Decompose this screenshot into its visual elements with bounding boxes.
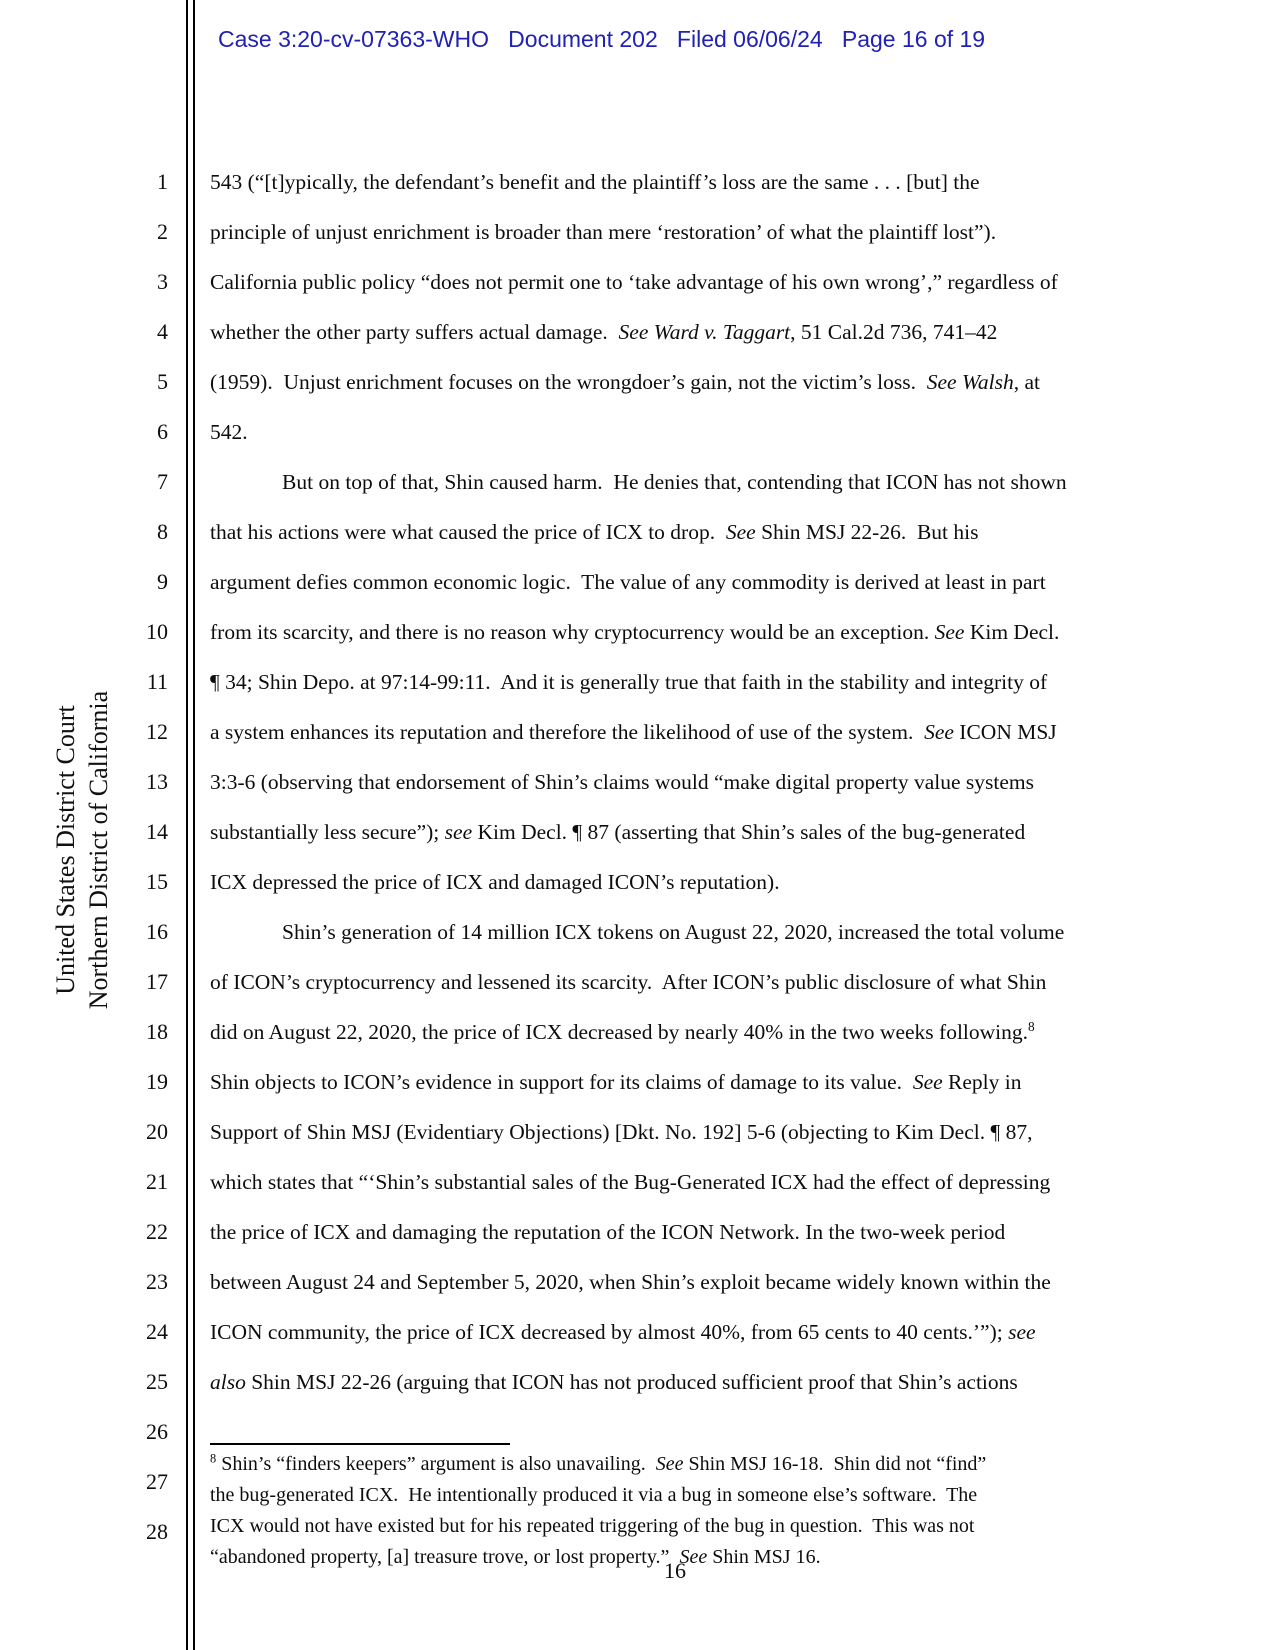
case-header-stamp: Case 3:20-cv-07363-WHO Document 202 Filed 06/06/24 Page 16 of 19 bbox=[218, 26, 986, 52]
text-segment: that his actions were what caused the price of ICX to drop. bbox=[210, 520, 726, 544]
text-segment: Reply in bbox=[942, 1070, 1022, 1094]
body-line bbox=[210, 157, 980, 207]
text-segment: from its scarcity, and there is no reason why cryptocurrency would be an exception. bbox=[210, 620, 935, 644]
text-segment: which states that “‘Shin’s substantial sales of the Bug-Generated ICX had the effect of depressing bbox=[210, 1170, 1051, 1194]
text-segment: ICON community, the price of ICX decreased by almost 40%, from 65 cents to 40 cents.’”); bbox=[210, 1320, 1009, 1344]
body-line bbox=[210, 657, 1047, 707]
text-segment: Support of Shin MSJ (Evidentiary Objections) [Dkt. No. 192] 5-6 (objecting to Kim Decl. ¶ 87, bbox=[210, 1120, 1033, 1144]
body-line bbox=[210, 907, 1064, 957]
body-line bbox=[210, 257, 1058, 307]
body-line bbox=[210, 207, 996, 257]
line-number: 20 bbox=[146, 1119, 168, 1144]
text-segment: ICX would not have existed but for his repeated triggering of the bug in question. This was not bbox=[210, 1515, 975, 1537]
text-segment: 3:3-6 (observing that endorsement of Shin’s claims would “make digital property value systems bbox=[210, 770, 1035, 794]
text-segment: Kim Decl. bbox=[964, 620, 1060, 644]
line-number: 11 bbox=[146, 669, 168, 694]
body-line bbox=[210, 857, 780, 907]
line-number: 13 bbox=[146, 769, 168, 794]
line-number: 19 bbox=[146, 1069, 168, 1094]
body-line bbox=[210, 1157, 1050, 1207]
line-number: 7 bbox=[157, 469, 168, 494]
body-line bbox=[210, 1257, 1051, 1307]
line-number: 4 bbox=[157, 319, 168, 344]
margin-rule-outer bbox=[186, 0, 188, 1650]
footnote-line bbox=[210, 1480, 977, 1511]
body-line bbox=[210, 557, 1046, 607]
text-segment: See bbox=[924, 720, 954, 744]
court-name-line1: United States District Court bbox=[51, 705, 80, 995]
body-line bbox=[210, 307, 997, 357]
text-segment: Shin’s “finders keepers” argument is also unavailing. bbox=[216, 1453, 656, 1475]
line-number: 21 bbox=[146, 1169, 168, 1194]
text-segment: Shin MSJ 22-26 (arguing that ICON has not produced sufficient proof that Shin’s actions bbox=[245, 1370, 1018, 1394]
line-number: 9 bbox=[157, 569, 168, 594]
court-name-line2: Northern District of California bbox=[84, 690, 113, 1010]
line-number: 26 bbox=[146, 1419, 168, 1444]
body-line bbox=[210, 1357, 1018, 1407]
text-segment: see bbox=[1008, 1320, 1036, 1344]
text-segment: See Walsh bbox=[926, 370, 1014, 394]
text-segment: ICON MSJ bbox=[953, 720, 1057, 744]
body-line bbox=[210, 1057, 1022, 1107]
line-number: 3 bbox=[157, 269, 168, 294]
line-number: 12 bbox=[146, 719, 168, 744]
text-segment: See bbox=[725, 520, 756, 544]
line-number: 5 bbox=[157, 369, 168, 394]
body-line bbox=[210, 1007, 1035, 1057]
text-segment: Shin MSJ 22-26. But his bbox=[755, 520, 979, 544]
text-segment: argument defies common economic logic. The value of any commodity is derived at least in part bbox=[210, 570, 1046, 594]
text-segment: See bbox=[679, 1546, 708, 1568]
text-segment: See bbox=[655, 1453, 684, 1475]
text-segment: But on top of that, Shin caused harm. He denies that, contending that ICON has not shown bbox=[282, 470, 1067, 494]
page-number: 16 bbox=[664, 1558, 686, 1583]
body-line bbox=[210, 757, 1034, 807]
text-segment: Shin’s generation of 14 million ICX tokens on August 22, 2020, increased the total volume bbox=[282, 920, 1065, 944]
line-number: 24 bbox=[146, 1319, 168, 1344]
text-segment: of ICON’s cryptocurrency and lessened its scarcity. After ICON’s public disclosure of what Shin bbox=[210, 970, 1047, 994]
body-line bbox=[210, 507, 979, 557]
text-segment: See bbox=[912, 1070, 943, 1094]
line-number: 10 bbox=[146, 619, 168, 644]
text-segment: See bbox=[934, 620, 965, 644]
text-segment: (1959). Unjust enrichment focuses on the wrongdoer’s gain, not the victim’s loss. bbox=[210, 370, 927, 394]
body-line bbox=[210, 957, 1046, 1007]
text-segment: California public policy “does not permit one to ‘take advantage of his own wrong’,” regardless of bbox=[210, 270, 1058, 294]
text-segment: 8 bbox=[210, 1451, 217, 1466]
line-number: 16 bbox=[146, 919, 168, 944]
text-segment: 542. bbox=[210, 420, 248, 444]
body-line bbox=[210, 407, 248, 457]
text-segment: did on August 22, 2020, the price of ICX decreased by nearly 40% in the two weeks following. bbox=[210, 1020, 1029, 1044]
body-line bbox=[210, 807, 1025, 857]
text-segment: “abandoned property, [a] treasure trove, or lost property.” bbox=[210, 1546, 680, 1568]
body-line bbox=[210, 457, 1067, 507]
body-line bbox=[210, 357, 1040, 407]
line-number: 1 bbox=[157, 169, 168, 194]
text-segment: Shin MSJ 16-18. Shin did not “find” bbox=[683, 1453, 987, 1475]
court-name-vertical bbox=[49, 640, 115, 1060]
body-line bbox=[210, 1207, 1005, 1257]
line-number: 25 bbox=[146, 1369, 168, 1394]
text-segment: a system enhances its reputation and therefore the likelihood of use of the system. bbox=[210, 720, 925, 744]
text-segment: , 51 Cal.2d 736, 741–42 bbox=[790, 320, 998, 344]
footnote-line bbox=[210, 1449, 986, 1480]
text-segment: ¶ 34; Shin Depo. at 97:14-99:11. And it is generally true that faith in the stability and integrity of bbox=[210, 670, 1048, 694]
line-number: 18 bbox=[146, 1019, 168, 1044]
line-number: 27 bbox=[146, 1469, 168, 1494]
text-segment: substantially less secure”); bbox=[210, 820, 445, 844]
line-number: 15 bbox=[146, 869, 168, 894]
footnote-separator bbox=[210, 1443, 510, 1445]
line-number: 2 bbox=[157, 219, 168, 244]
text-segment: principle of unjust enrichment is broader than mere ‘restoration’ of what the plaintiff lost”). bbox=[210, 220, 997, 244]
line-number: 8 bbox=[157, 519, 168, 544]
line-number: 23 bbox=[146, 1269, 168, 1294]
text-segment: See Ward v. Taggart bbox=[618, 320, 791, 344]
text-segment: 543 (“[t]ypically, the defendant’s benefit and the plaintiff’s loss are the same . . . [but] the bbox=[210, 170, 980, 194]
body-line bbox=[210, 1307, 1036, 1357]
text-segment: , at bbox=[1013, 370, 1041, 394]
text-segment: between August 24 and September 5, 2020, when Shin’s exploit became widely known within the bbox=[210, 1270, 1051, 1294]
line-number: 28 bbox=[146, 1519, 168, 1544]
line-number: 22 bbox=[146, 1219, 168, 1244]
body-line bbox=[210, 607, 1059, 657]
text-segment: whether the other party suffers actual damage. bbox=[210, 320, 619, 344]
text-segment: Kim Decl. ¶ 87 (asserting that Shin’s sales of the bug-generated bbox=[472, 820, 1026, 844]
text-segment: Shin MSJ 16. bbox=[707, 1546, 821, 1568]
text-segment: see bbox=[444, 820, 473, 844]
text-segment: also bbox=[210, 1370, 246, 1394]
text-segment: the bug-generated ICX. He intentionally produced it via a bug in someone else’s software. The bbox=[210, 1484, 978, 1506]
text-segment: Shin objects to ICON’s evidence in support for its claims of damage to its value. bbox=[210, 1070, 913, 1094]
text-segment: 8 bbox=[1028, 1018, 1035, 1034]
body-line bbox=[210, 707, 1057, 757]
text-segment: ICX depressed the price of ICX and damaged ICON’s reputation). bbox=[210, 870, 780, 894]
line-number: 6 bbox=[157, 419, 168, 444]
footnote-line bbox=[210, 1511, 975, 1542]
body-line bbox=[210, 1107, 1032, 1157]
line-number: 17 bbox=[146, 969, 168, 994]
margin-rule-inner bbox=[193, 0, 195, 1650]
text-segment: the price of ICX and damaging the reputation of the ICON Network. In the two-week period bbox=[210, 1220, 1006, 1244]
line-number: 14 bbox=[146, 819, 168, 844]
